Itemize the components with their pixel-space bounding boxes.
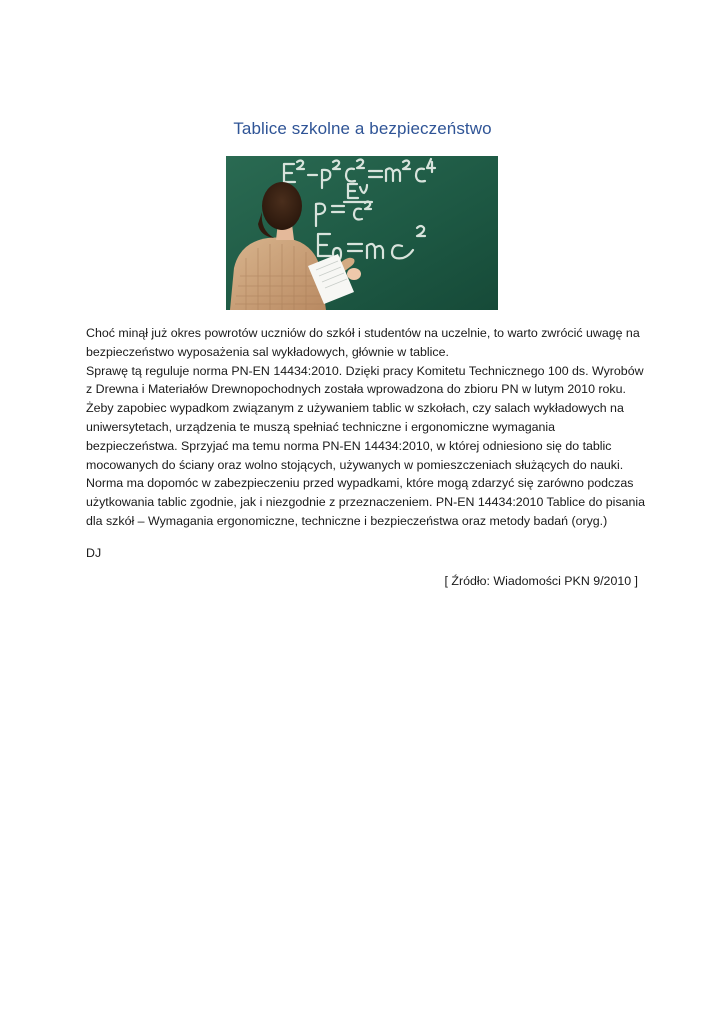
paragraph-main: Sprawę tą reguluje norma PN-EN 14434:2010. Dzięki pracy Komitetu Technicznego 100 ds. Wyrobów z Drewna i Materiałów Drewnopochodnych została wprowadzona do zbioru PN w lutym 2010 roku. Żeby zapobiec wypadkom związanym z używaniem tablic w szkołach, czy salach wykładowych na uniwersytetach, urządzenia te muszą spełniać techniczne i ergonomiczne wymagania bezpieczeństwa. Sprzyjać ma temu norma PN-EN 14434:2010, w której odniesiono się do tablic mocowanych do ściany oraz wolno stojących, używanych w pomieszczeniach służących do nauki. Norma ma dopomóc w zabezpieczeniu przed wypadkami, które mogą zdarzyć się zarówno podczas użytkowania tablic zgodnie, jak i niezgodnie z przeznaczeniem. PN-EN 14434:2010 Tablice do pisania dla szkół – Wymagania ergonomiczne, techniczne i bezpieczeństwa oraz metody badań (oryg.) [86,363,646,528]
chalkboard-photo [226,156,498,310]
paragraph-intro: Choć minął już okres powrotów uczniów do szkół i studentów na uczelnie, to warto zwrócić uwagę na bezpieczeństwo wyposażenia sal wykładowych, głównie w tablice. [86,326,640,359]
source-citation: [ Źródło: Wiadomości PKN 9/2010 ] [444,574,638,588]
article-body [86,324,646,531]
document-title: Tablice szkolne a bezpieczeństwo [233,119,492,138]
author-signature: DJ [86,546,102,560]
